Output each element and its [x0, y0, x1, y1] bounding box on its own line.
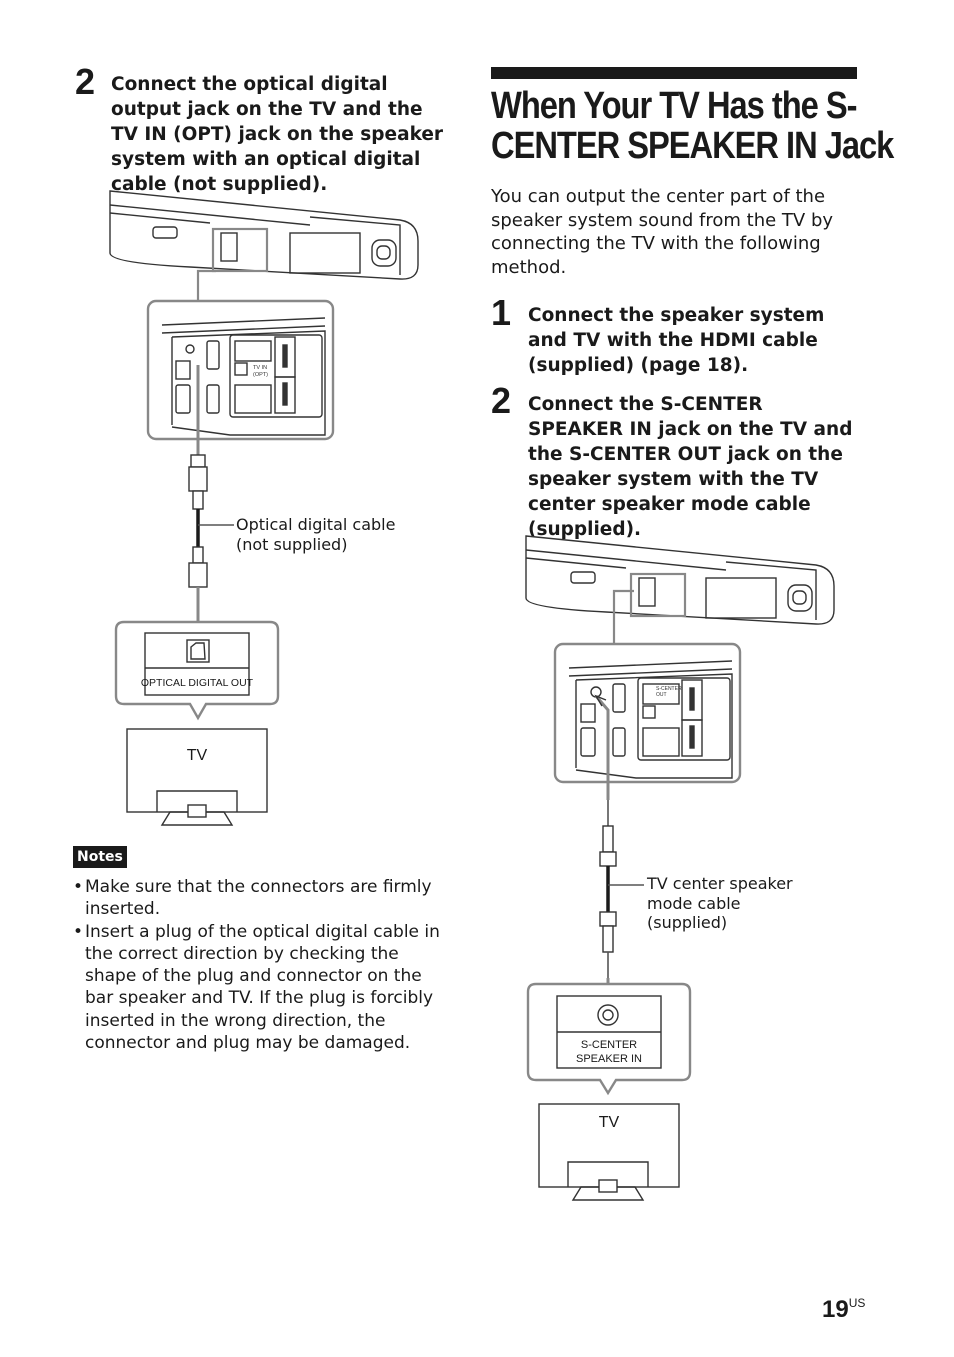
heading-line: CENTER SPEAKER IN Jack: [491, 125, 894, 167]
soundbar-port-zoom: [555, 644, 740, 782]
callout-line: (supplied): [647, 913, 728, 932]
tv-label: TV: [598, 1114, 620, 1131]
section-heading: [491, 86, 893, 166]
bar-port-label: OUT: [656, 692, 667, 698]
page-region: US: [848, 1296, 866, 1310]
step-instruction: Connect the speaker system and TV with the HDMI cable (supplied) (page 18).: [528, 305, 825, 376]
soundbar-illustration: [110, 191, 418, 279]
tv-illustration: [127, 729, 267, 825]
s-center-connection-diagram: [516, 530, 856, 1210]
page-number: [822, 1296, 865, 1324]
soundbar-illustration: [526, 536, 834, 624]
heading-line: When Your TV Has the S-: [491, 85, 857, 127]
step-number: 2: [491, 380, 511, 421]
tv-port-zoom: [116, 622, 278, 718]
callout-line: mode cable: [647, 893, 741, 913]
bar-port-label: TV IN: [253, 365, 268, 371]
cable-callout-label: [236, 515, 395, 554]
cable-callout-label: [647, 874, 793, 933]
notes-badge: Notes: [73, 846, 127, 868]
note-item: • Make sure that the connectors are firmly inserted.: [73, 876, 443, 921]
step-instruction: Connect the S-CENTER SPEAKER IN jack on the TV and the S-CENTER OUT jack on the speaker system with the TV center speaker mode cable (supplied).: [528, 394, 853, 540]
tv-port-label: SPEAKER IN: [575, 1053, 643, 1065]
note-item: • Insert a plug of the optical digital cable in the correct direction by checking the shape of the plug and connector on the bar speaker and TV. If the plug is forcibly inserted in the wrong direction, the connector and plug may be damaged.: [73, 921, 443, 1055]
notes-list: [73, 876, 443, 1054]
tv-port-label: OPTICAL DIGITAL OUT: [140, 677, 254, 689]
soundbar-port-zoom: [148, 301, 333, 439]
tv-port-label: S-CENTER: [580, 1039, 638, 1051]
page-number-value: 19: [822, 1296, 849, 1323]
callout-line: Optical digital cable: [236, 515, 396, 534]
step-instruction: Connect the optical digital output jack on the TV and the TV IN (OPT) jack on the speaker system with an optical digital cable (not supplied).: [111, 74, 444, 195]
callout-line: (not supplied): [236, 534, 348, 554]
step-number: 2: [75, 61, 95, 102]
intro-paragraph: You can output the center part of the speaker system sound from the TV by connecting the TV with the following method.: [491, 186, 834, 278]
optical-connection-diagram: [100, 185, 440, 830]
callout-line: TV center speaker: [647, 874, 793, 893]
bar-port-label: (OPT): [253, 372, 268, 378]
step-number: 1: [491, 292, 511, 333]
tv-label: TV: [186, 747, 208, 764]
section-rule: [491, 67, 857, 79]
bar-port-label: S-CENTER: [656, 686, 682, 692]
